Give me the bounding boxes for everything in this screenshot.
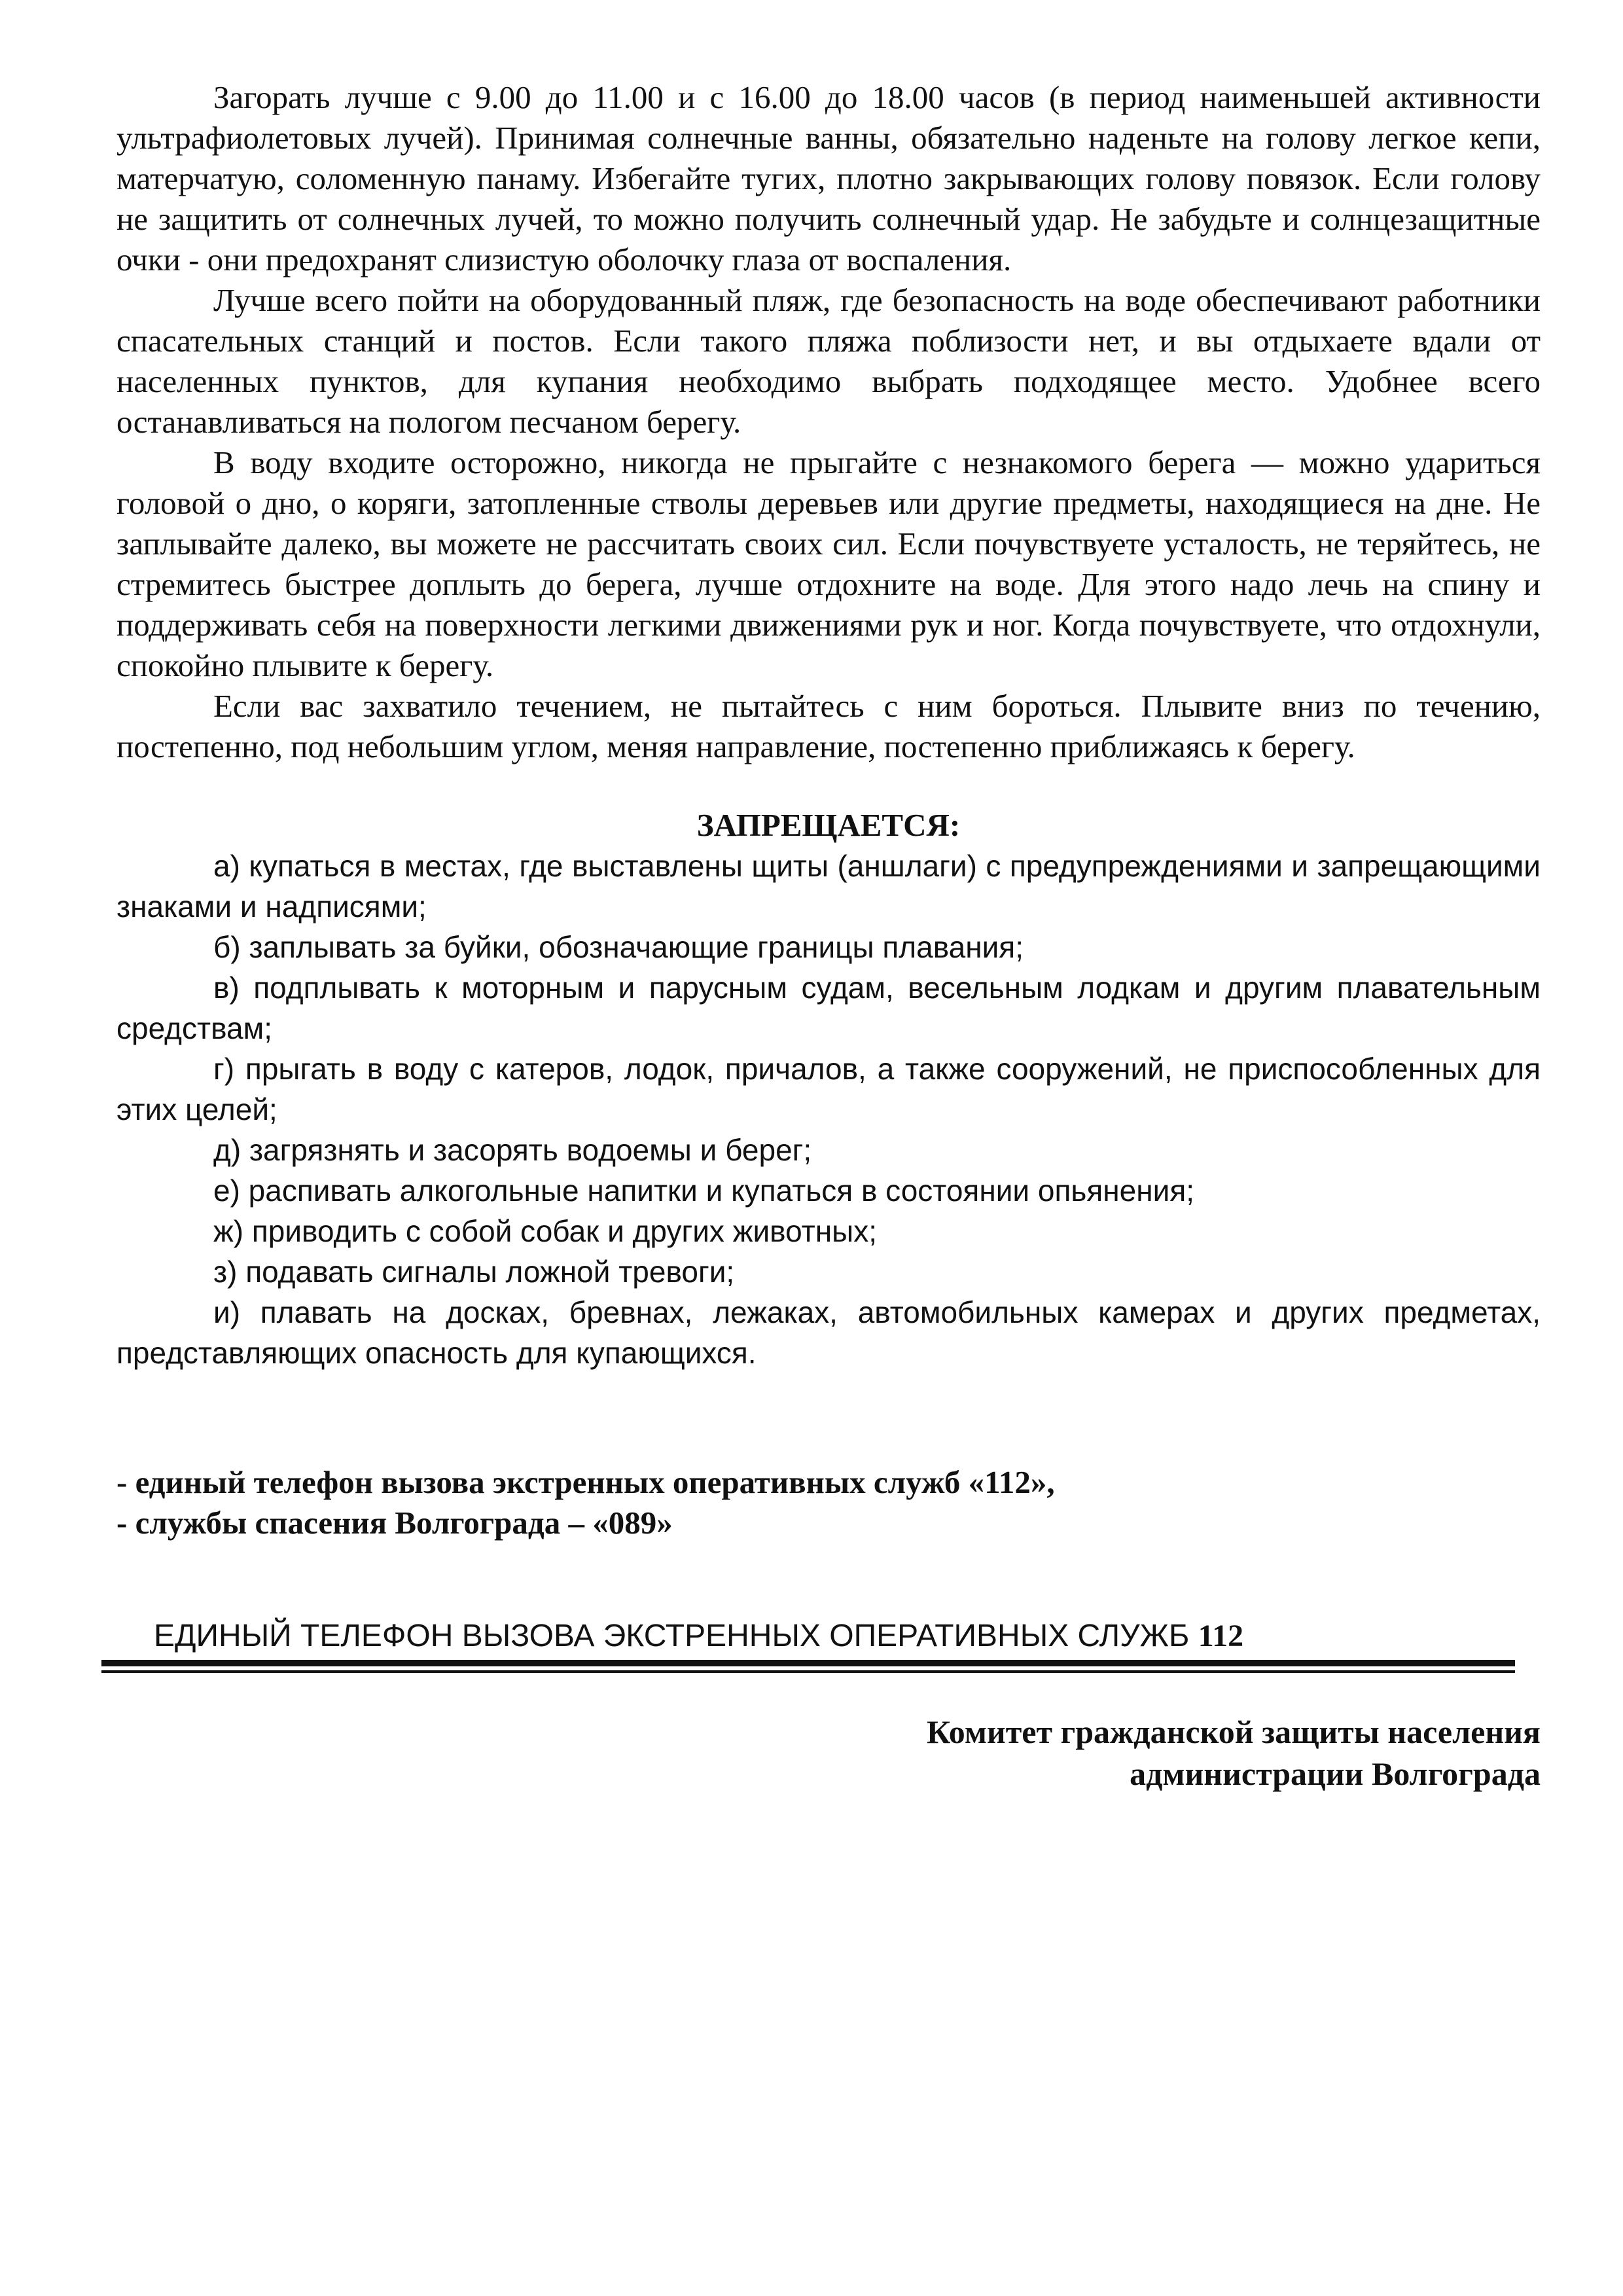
signature-line-2: администрации Волгограда bbox=[1130, 1755, 1541, 1792]
signature-line-1: Комитет гражданской защиты населения bbox=[927, 1713, 1541, 1750]
prohibited-item: б) заплывать за буйки, обозначающие границы плавания; bbox=[213, 930, 1024, 964]
prohibited-item: в) подплывать к моторным и парусным судам, весельным лодкам и другим плавательным средствам; bbox=[116, 971, 1541, 1045]
paragraph-beach-choice: Лучше всего пойти на оборудованный пляж, где безопасность на воде обеспечивают работники спасательных станций и постов. Если такого пляжа поблизости нет, и вы отдыхаете вдали от населенных пунктов, для купания необходимо выбрать подходящее место. Удобнее всего останавливаться на пологом песчаном берегу. bbox=[116, 282, 1541, 440]
prohibited-item: г) прыгать в воду с катеров, лодок, причалов, а также сооружений, не приспособленных для этих целей; bbox=[116, 1052, 1541, 1126]
contact-line-089: - службы спасения Волгограда – «089» bbox=[116, 1505, 673, 1541]
paragraph-sunbathing: Загорать лучше с 9.00 до 11.00 и с 16.00 до 18.00 часов (в период наименьшей активности ультрафиолетовых лучей). Принимая солнечные ванны, обязательно наденьте на голову легкое кепи, матерчатую, соломенную панаму. Избегайте тугих, плотно закрывающих голову повязок. Если голову не защитить от солнечных лучей, то можно получить солнечный удар. Не забудьте и солнцезащитные очки - они предохранят слизистую оболочку глаза от воспаления. bbox=[116, 79, 1541, 278]
prohibited-item: и) плавать на досках, бревнах, лежаках, автомобильных камерах и других предметах, представляющих опасность для купающихся. bbox=[116, 1295, 1541, 1370]
safety-advice-section bbox=[116, 77, 1541, 767]
prohibited-item: з) подавать сигналы ложной тревоги; bbox=[213, 1255, 735, 1289]
emergency-banner bbox=[101, 1617, 1515, 1673]
paragraph-entering-water: В воду входите осторожно, никогда не прыгайте с незнакомого берега — можно удариться головой о дно, о коряги, затопленные стволы деревьев или другие предметы, находящиеся на дне. Не заплывайте далеко, вы можете не рассчитать своих сил. Если почувствуете усталость, не теряйтесь, не стремитесь быстрее доплыть до берега, лучше отдохните на воде. Для этого надо лечь на спину и поддерживать себя на поверхности легкими движениями рук и ног. Когда почувствуете, что отдохнули, спокойно плывите к берегу. bbox=[116, 444, 1541, 683]
prohibited-item: а) купаться в местах, где выставлены щиты (аншлаги) с предупреждениями и запрещающими знаками и надписями; bbox=[116, 849, 1541, 924]
banner-rule-thin bbox=[101, 1670, 1515, 1673]
banner-number: 112 bbox=[1198, 1619, 1244, 1653]
signature-block bbox=[927, 1711, 1541, 1795]
banner-text bbox=[101, 1617, 1515, 1656]
prohibited-heading: ЗАПРЕЩАЕТСЯ: bbox=[696, 807, 961, 843]
document-page bbox=[116, 77, 1541, 1543]
contact-line-112: - единый телефон вызова экстренных оперативных служб «112», bbox=[116, 1464, 1055, 1500]
banner-rule-thick bbox=[101, 1660, 1515, 1666]
paragraph-current: Если вас захватило течением, не пытайтесь с ним бороться. Плывите вниз по течению, постепенно, под небольшим углом, меняя направление, постепенно приближаясь к берегу. bbox=[116, 688, 1541, 764]
emergency-contacts bbox=[116, 1462, 1541, 1543]
prohibited-item: д) загрязнять и засорять водоемы и берег; bbox=[213, 1133, 812, 1167]
banner-label: ЕДИНЫЙ ТЕЛЕФОН ВЫЗОВА ЭКСТРЕННЫХ ОПЕРАТИВНЫХ СЛУЖБ bbox=[154, 1619, 1198, 1653]
prohibited-item: ж) приводить с собой собак и других животных; bbox=[213, 1214, 877, 1248]
prohibited-section bbox=[116, 805, 1541, 1373]
prohibited-item: е) распивать алкогольные напитки и купаться в состоянии опьянения; bbox=[213, 1174, 1195, 1208]
